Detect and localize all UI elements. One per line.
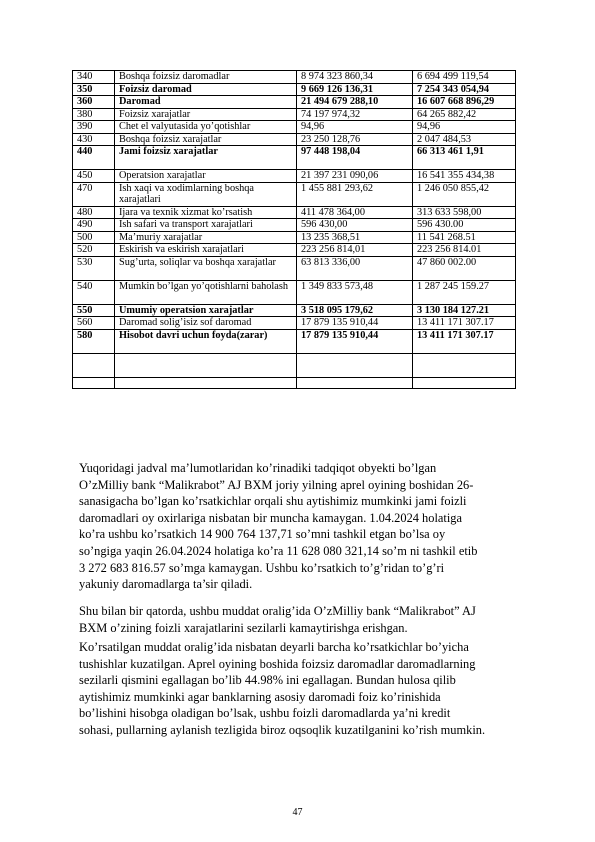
row-value-current: 1 455 881 293,62 bbox=[297, 182, 413, 206]
row-code: 580 bbox=[73, 329, 115, 353]
table-row bbox=[73, 170, 516, 183]
row-value-previous: 1 246 050 855,42 bbox=[413, 182, 516, 206]
body-paragraph: Yuqoridagi jadval ma’lumotlaridan ko’rinadiki tadqiqot obyekti bo’lgan O’zMilliy bank “Malikrabot” AJ BXM joriy yilning aprel oyining boshidan 26- sanasigacha bo’lgan ko’rsatkichlar orqali shu aytishimiz mumkinki jami foizli daromadlari oy oxirlariga nisbatan bir muncha kamaygan. 1.04.2024 holatiga ko’ra ushbu ko’rsatkich 14 900 764 137,71 so’mni tashkil etgan bo’lsa oy so’ngiga yaqin 26.04.2024 holatiga ko’ra 11 628 080 321,14 so’m ni tashkil etib 3 272 683 816.57 so’mga kamaygan. Ushbu ko’rsatkich to’g’ridan to’g’ri yakuniy daromadlarga ta’sir qiladi. bbox=[79, 461, 478, 592]
table-row bbox=[73, 206, 516, 219]
row-value-previous: 313 633 598,00 bbox=[413, 206, 516, 219]
table-row bbox=[73, 146, 516, 170]
empty-cell bbox=[115, 353, 297, 377]
row-value-current: 17 879 135 910,44 bbox=[297, 317, 413, 330]
row-code: 490 bbox=[73, 219, 115, 232]
row-value-previous: 6 694 499 119,54 bbox=[413, 71, 516, 84]
row-value-current: 3 518 095 179,62 bbox=[297, 304, 413, 317]
row-value-current: 1 349 833 573,48 bbox=[297, 280, 413, 304]
row-label: Mumkin bo’lgan yo’qotishlarni baholash bbox=[115, 280, 297, 304]
row-value-current: 21 494 679 288,10 bbox=[297, 96, 413, 109]
row-label: Boshqa foizsiz xarajatlar bbox=[115, 133, 297, 146]
empty-cell bbox=[115, 377, 297, 388]
row-value-previous: 13 411 171 307.17 bbox=[413, 329, 516, 353]
row-code: 350 bbox=[73, 83, 115, 96]
row-label: Ijara va texnik xizmat ko’rsatish bbox=[115, 206, 297, 219]
row-code: 450 bbox=[73, 170, 115, 183]
row-label: Eskirish va eskirish xarajatlari bbox=[115, 244, 297, 257]
row-label: Foizsiz daromad bbox=[115, 83, 297, 96]
row-value-current: 21 397 231 090,06 bbox=[297, 170, 413, 183]
empty-cell bbox=[413, 377, 516, 388]
table-row bbox=[73, 182, 516, 206]
row-code: 390 bbox=[73, 121, 115, 134]
row-value-current: 9 669 126 136,31 bbox=[297, 83, 413, 96]
table-row bbox=[73, 108, 516, 121]
row-value-previous: 596 430.00 bbox=[413, 219, 516, 232]
row-label: Umumiy operatsion xarajatlar bbox=[115, 304, 297, 317]
body-paragraph: Ko’rsatilgan muddat oralig’ida nisbatan deyarli barcha ko’rsatkichlar bo’yicha tushishlar kuzatilgan. Aprel oyining boshida foizsiz daromadlar daromadlarning sezilarli qismini egallagan bo’lib 44.98% ini egallagan. Bundan hulosa qilib aytishimiz mumkinki agar banklarning asosiy daromadi foiz ko’rinishida bo’lishini hisobga oladigan bo’lsak, ushbu foizli daromadlarda ya’ni kredit sohasi, pullarning aylanish tezligida biroz oqsoqlik kuzatilganini ko’rish mumkin. bbox=[79, 640, 486, 737]
financial-report-table bbox=[72, 70, 516, 389]
row-code: 470 bbox=[73, 182, 115, 206]
row-value-previous: 2 047 484,53 bbox=[413, 133, 516, 146]
row-value-previous: 47 860 002.00 bbox=[413, 256, 516, 280]
row-label: Sug’urta, soliqlar va boshqa xarajatlar bbox=[115, 256, 297, 280]
table-row bbox=[73, 317, 516, 330]
table-row bbox=[73, 133, 516, 146]
row-label: Foizsiz xarajatlar bbox=[115, 108, 297, 121]
row-code: 430 bbox=[73, 133, 115, 146]
body-paragraph: Shu bilan bir qatorda, ushbu muddat oralig’ida O’zMilliy bank “Malikrabot” AJ BXM o’zining foizli xarajatlarini sezilarli kamaytirishga erishgan. bbox=[79, 604, 476, 635]
row-value-previous: 16 541 355 434,38 bbox=[413, 170, 516, 183]
empty-cell bbox=[297, 377, 413, 388]
row-label: Boshqa foizsiz daromadlar bbox=[115, 71, 297, 84]
table-row bbox=[73, 219, 516, 232]
row-value-current: 74 197 974,32 bbox=[297, 108, 413, 121]
row-label: Hisobot davri uchun foyda(zarar) bbox=[115, 329, 297, 353]
row-code: 440 bbox=[73, 146, 115, 170]
row-code: 540 bbox=[73, 280, 115, 304]
table-row-empty bbox=[73, 377, 516, 388]
row-code: 360 bbox=[73, 96, 115, 109]
row-value-previous: 3 130 184 127.21 bbox=[413, 304, 516, 317]
table-row bbox=[73, 256, 516, 280]
row-label: Ish safari va transport xarajatlari bbox=[115, 219, 297, 232]
row-value-current: 596 430,00 bbox=[297, 219, 413, 232]
row-code: 380 bbox=[73, 108, 115, 121]
table-row bbox=[73, 304, 516, 317]
row-code: 500 bbox=[73, 231, 115, 244]
table-row bbox=[73, 121, 516, 134]
row-value-current: 94,96 bbox=[297, 121, 413, 134]
row-value-current: 23 250 128,76 bbox=[297, 133, 413, 146]
row-code: 520 bbox=[73, 244, 115, 257]
table-row bbox=[73, 329, 516, 353]
row-code: 550 bbox=[73, 304, 115, 317]
row-value-current: 13 235 368,51 bbox=[297, 231, 413, 244]
row-value-current: 97 448 198,04 bbox=[297, 146, 413, 170]
table-row bbox=[73, 280, 516, 304]
row-value-previous: 7 254 343 054,94 bbox=[413, 83, 516, 96]
empty-cell bbox=[73, 353, 115, 377]
empty-cell bbox=[73, 377, 115, 388]
table-row bbox=[73, 83, 516, 96]
row-label: Chet el valyutasida yo’qotishlar bbox=[115, 121, 297, 134]
row-value-previous: 94,96 bbox=[413, 121, 516, 134]
row-code: 340 bbox=[73, 71, 115, 84]
row-value-current: 17 879 135 910,44 bbox=[297, 329, 413, 353]
table-row bbox=[73, 71, 516, 84]
row-value-current: 411 478 364,00 bbox=[297, 206, 413, 219]
empty-cell bbox=[297, 353, 413, 377]
row-code: 560 bbox=[73, 317, 115, 330]
page-number: 47 bbox=[292, 807, 303, 818]
row-code: 480 bbox=[73, 206, 115, 219]
row-value-previous: 11 541 268.51 bbox=[413, 231, 516, 244]
row-value-current: 223 256 814,01 bbox=[297, 244, 413, 257]
row-label: Operatsion xarajatlar bbox=[115, 170, 297, 183]
empty-cell bbox=[413, 353, 516, 377]
row-label: Ma’muriy xarajatlar bbox=[115, 231, 297, 244]
row-value-current: 63 813 336,00 bbox=[297, 256, 413, 280]
row-value-previous: 223 256 814.01 bbox=[413, 244, 516, 257]
row-value-previous: 16 607 668 896,29 bbox=[413, 96, 516, 109]
row-label: Ish xaqi va xodimlarning boshqa xarajatlari bbox=[115, 182, 297, 206]
row-label: Daromad solig’isiz sof daromad bbox=[115, 317, 297, 330]
table-row-empty bbox=[73, 353, 516, 377]
row-value-previous: 1 287 245 159.27 bbox=[413, 280, 516, 304]
row-value-previous: 13 411 171 307.17 bbox=[413, 317, 516, 330]
row-label: Jami foizsiz xarajatlar bbox=[115, 146, 297, 170]
row-code: 530 bbox=[73, 256, 115, 280]
row-value-current: 8 974 323 860,34 bbox=[297, 71, 413, 84]
table-row bbox=[73, 96, 516, 109]
row-value-previous: 64 265 882,42 bbox=[413, 108, 516, 121]
row-label: Daromad bbox=[115, 96, 297, 109]
row-value-previous: 66 313 461 1,91 bbox=[413, 146, 516, 170]
table-row bbox=[73, 231, 516, 244]
table-row bbox=[73, 244, 516, 257]
